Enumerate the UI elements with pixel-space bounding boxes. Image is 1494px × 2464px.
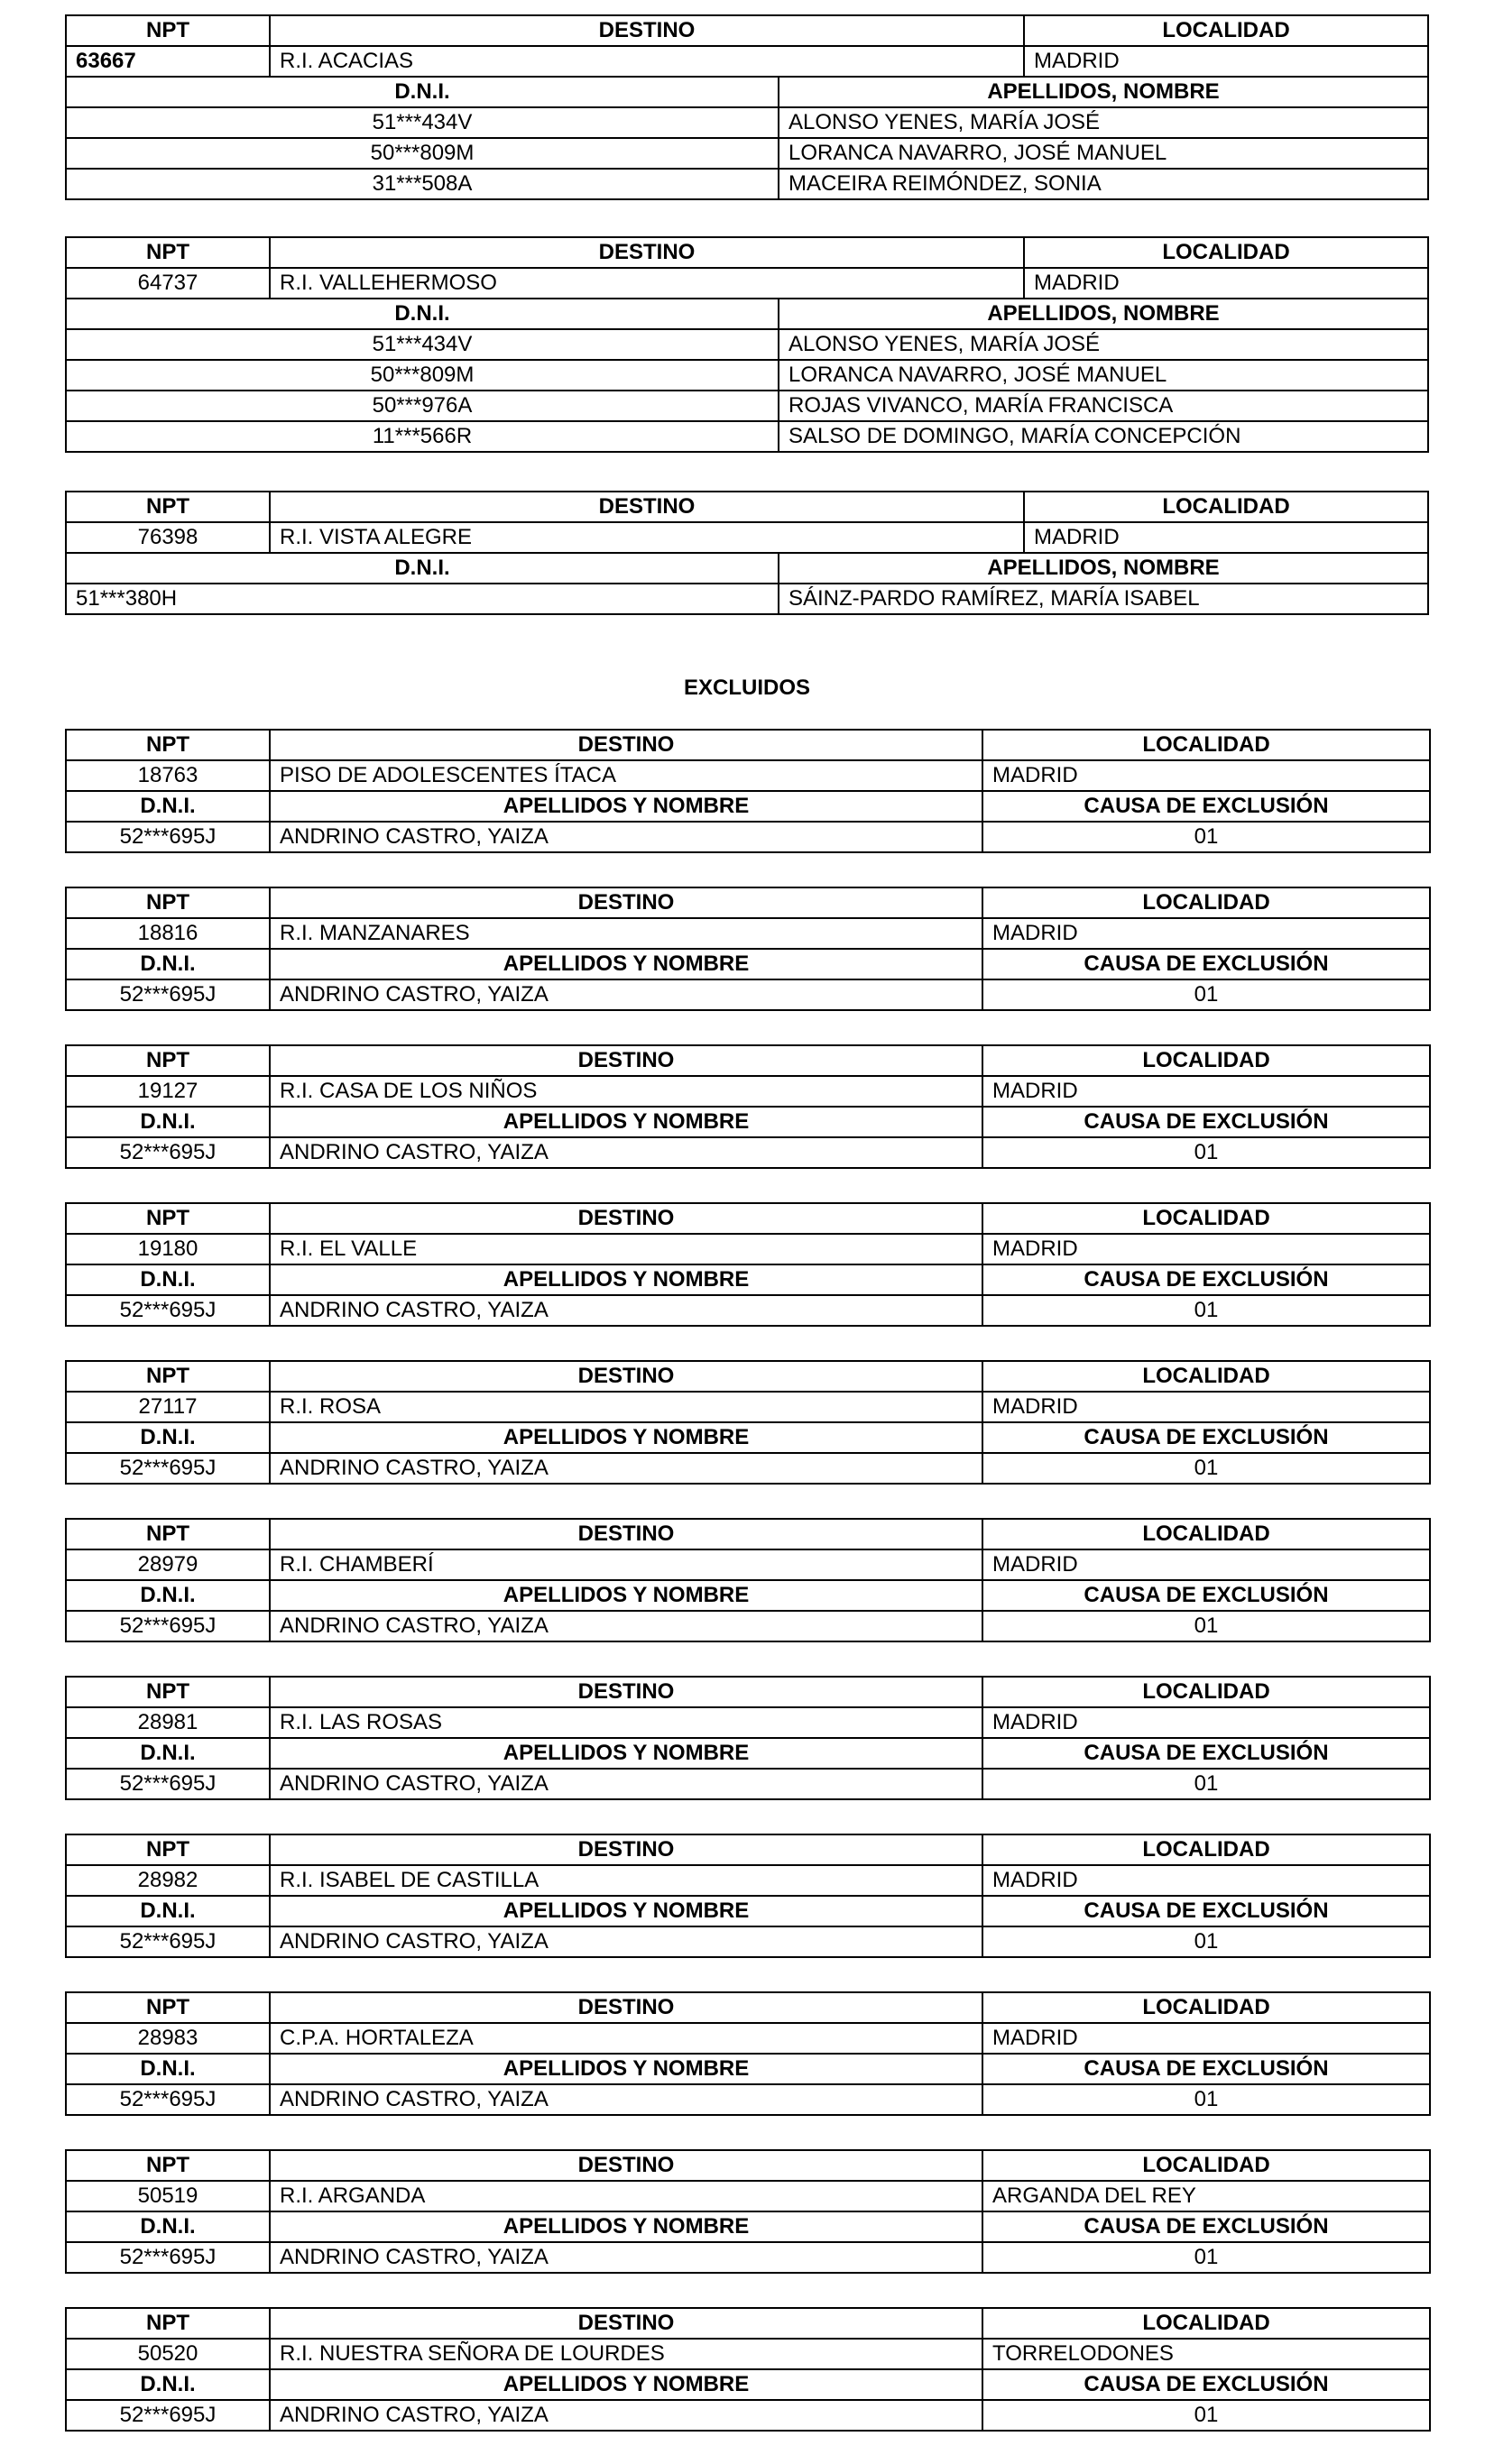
table-row <box>66 2339 1430 2369</box>
nombre-header: APELLIDOS, NOMBRE <box>779 77 1428 107</box>
table-header-row <box>66 15 1428 46</box>
destino-value: R.I. EL VALLE <box>270 1234 982 1264</box>
localidad-header: LOCALIDAD <box>1024 492 1428 522</box>
excluded-table <box>65 1676 1431 1800</box>
destino-value: R.I. CASA DE LOS NIÑOS <box>270 1076 982 1107</box>
causa-header: CAUSA DE EXCLUSIÓN <box>982 1580 1430 1611</box>
dni-value: 50***976A <box>66 391 779 421</box>
dni-value: 31***508A <box>66 169 779 199</box>
dni-value: 11***566R <box>66 421 779 452</box>
table-subheader-row <box>66 1107 1430 1137</box>
causa-value: 01 <box>982 1295 1430 1326</box>
table-header-row <box>66 1519 1430 1549</box>
localidad-header: LOCALIDAD <box>982 2308 1430 2339</box>
nombre-value: ANDRINO CASTRO, YAIZA <box>270 1295 982 1326</box>
table-subheader-row <box>66 2211 1430 2242</box>
nombre-value: ANDRINO CASTRO, YAIZA <box>270 979 982 1010</box>
localidad-value: MADRID <box>982 1549 1430 1580</box>
causa-value: 01 <box>982 2084 1430 2115</box>
nombre-value: ALONSO YENES, MARÍA JOSÉ <box>779 329 1428 360</box>
table-header-row <box>66 237 1428 268</box>
npt-header: NPT <box>66 237 270 268</box>
table-row <box>66 2242 1430 2273</box>
dni-header: D.N.I. <box>66 553 779 584</box>
causa-header: CAUSA DE EXCLUSIÓN <box>982 2369 1430 2400</box>
table-row <box>66 760 1430 791</box>
table-row <box>66 1611 1430 1641</box>
nombre-value: LORANCA NAVARRO, JOSÉ MANUEL <box>779 360 1428 391</box>
localidad-value: TORRELODONES <box>982 2339 1430 2369</box>
nombre-header: APELLIDOS Y NOMBRE <box>270 2054 982 2084</box>
npt-header: NPT <box>66 1203 270 1234</box>
causa-header: CAUSA DE EXCLUSIÓN <box>982 1896 1430 1926</box>
table-row <box>66 1769 1430 1799</box>
localidad-value: ARGANDA DEL REY <box>982 2181 1430 2211</box>
dni-header: D.N.I. <box>66 77 779 107</box>
admitted-table <box>65 14 1429 200</box>
excluded-table <box>65 729 1431 853</box>
nombre-value: ANDRINO CASTRO, YAIZA <box>270 1769 982 1799</box>
dni-value: 52***695J <box>66 1295 270 1326</box>
dni-value: 51***434V <box>66 107 779 138</box>
table-subheader-row <box>66 553 1428 584</box>
excluded-table <box>65 1518 1431 1642</box>
localidad-header: LOCALIDAD <box>982 1045 1430 1076</box>
nombre-header: APELLIDOS Y NOMBRE <box>270 1422 982 1453</box>
causa-header: CAUSA DE EXCLUSIÓN <box>982 2054 1430 2084</box>
causa-value: 01 <box>982 822 1430 852</box>
nombre-value: ANDRINO CASTRO, YAIZA <box>270 2242 982 2273</box>
table-header-row <box>66 2308 1430 2339</box>
nombre-value: SÁINZ-PARDO RAMÍREZ, MARÍA ISABEL <box>779 584 1428 614</box>
localidad-value: MADRID <box>982 918 1430 949</box>
nombre-header: APELLIDOS Y NOMBRE <box>270 2211 982 2242</box>
dni-header: D.N.I. <box>66 1738 270 1769</box>
nombre-header: APELLIDOS Y NOMBRE <box>270 791 982 822</box>
causa-header: CAUSA DE EXCLUSIÓN <box>982 1107 1430 1137</box>
nombre-header: APELLIDOS, NOMBRE <box>779 299 1428 329</box>
dni-value: 52***695J <box>66 1611 270 1641</box>
excluded-table <box>65 1044 1431 1169</box>
table-subheader-row <box>66 1896 1430 1926</box>
nombre-value: LORANCA NAVARRO, JOSÉ MANUEL <box>779 138 1428 169</box>
npt-header: NPT <box>66 1834 270 1865</box>
table-row <box>66 1707 1430 1738</box>
table-row <box>66 979 1430 1010</box>
destino-header: DESTINO <box>270 2150 982 2181</box>
excluded-table <box>65 2307 1431 2432</box>
npt-value: 19180 <box>66 1234 270 1264</box>
nombre-header: APELLIDOS Y NOMBRE <box>270 1107 982 1137</box>
table-row <box>66 329 1428 360</box>
destino-header: DESTINO <box>270 730 982 760</box>
npt-value: 28979 <box>66 1549 270 1580</box>
table-subheader-row <box>66 1264 1430 1295</box>
npt-header: NPT <box>66 2150 270 2181</box>
excluded-section-title: EXCLUIDOS <box>683 676 810 700</box>
npt-value: 28983 <box>66 2023 270 2054</box>
nombre-header: APELLIDOS Y NOMBRE <box>270 1580 982 1611</box>
npt-value: 27117 <box>66 1392 270 1422</box>
dni-value: 52***695J <box>66 1137 270 1168</box>
table-row <box>66 822 1430 852</box>
localidad-header: LOCALIDAD <box>982 1677 1430 1707</box>
dni-header: D.N.I. <box>66 2054 270 2084</box>
localidad-value: MADRID <box>982 760 1430 791</box>
destino-value: R.I. ACACIAS <box>270 46 1024 77</box>
localidad-header: LOCALIDAD <box>982 1992 1430 2023</box>
destino-header: DESTINO <box>270 1677 982 1707</box>
localidad-value: MADRID <box>1024 46 1428 77</box>
table-row <box>66 391 1428 421</box>
table-header-row <box>66 1992 1430 2023</box>
dni-value: 51***434V <box>66 329 779 360</box>
table-subheader-row <box>66 1422 1430 1453</box>
destino-header: DESTINO <box>270 1519 982 1549</box>
localidad-header: LOCALIDAD <box>982 730 1430 760</box>
destino-header: DESTINO <box>270 887 982 918</box>
destino-value: R.I. ROSA <box>270 1392 982 1422</box>
destino-value: PISO DE ADOLESCENTES ÍTACA <box>270 760 982 791</box>
destino-value: R.I. NUESTRA SEÑORA DE LOURDES <box>270 2339 982 2369</box>
nombre-value: SALSO DE DOMINGO, MARÍA CONCEPCIÓN <box>779 421 1428 452</box>
dni-value: 52***695J <box>66 1769 270 1799</box>
causa-value: 01 <box>982 1769 1430 1799</box>
npt-header: NPT <box>66 1361 270 1392</box>
excluded-table <box>65 1202 1431 1327</box>
nombre-value: ALONSO YENES, MARÍA JOSÉ <box>779 107 1428 138</box>
dni-header: D.N.I. <box>66 1580 270 1611</box>
table-row <box>66 2181 1430 2211</box>
causa-header: CAUSA DE EXCLUSIÓN <box>982 1264 1430 1295</box>
table-header-row <box>66 1203 1430 1234</box>
npt-header: NPT <box>66 1677 270 1707</box>
causa-value: 01 <box>982 1611 1430 1641</box>
npt-header: NPT <box>66 730 270 760</box>
table-header-row <box>66 730 1430 760</box>
nombre-header: APELLIDOS, NOMBRE <box>779 553 1428 584</box>
table-header-row <box>66 2150 1430 2181</box>
dni-header: D.N.I. <box>66 2211 270 2242</box>
nombre-value: MACEIRA REIMÓNDEZ, SONIA <box>779 169 1428 199</box>
causa-value: 01 <box>982 979 1430 1010</box>
dni-value: 52***695J <box>66 2084 270 2115</box>
table-row <box>66 169 1428 199</box>
destino-value: R.I. ARGANDA <box>270 2181 982 2211</box>
table-subheader-row <box>66 1580 1430 1611</box>
npt-value: 64737 <box>66 268 270 299</box>
npt-value: 50519 <box>66 2181 270 2211</box>
localidad-value: MADRID <box>982 1234 1430 1264</box>
table-row <box>66 1865 1430 1896</box>
npt-header: NPT <box>66 1992 270 2023</box>
nombre-value: ROJAS VIVANCO, MARÍA FRANCISCA <box>779 391 1428 421</box>
nombre-value: ANDRINO CASTRO, YAIZA <box>270 1137 982 1168</box>
table-header-row <box>66 1834 1430 1865</box>
localidad-value: MADRID <box>1024 522 1428 553</box>
table-row <box>66 1392 1430 1422</box>
localidad-value: MADRID <box>982 1076 1430 1107</box>
localidad-value: MADRID <box>982 1707 1430 1738</box>
table-subheader-row <box>66 2369 1430 2400</box>
causa-value: 01 <box>982 2400 1430 2431</box>
table-row <box>66 2023 1430 2054</box>
destino-value: R.I. ISABEL DE CASTILLA <box>270 1865 982 1896</box>
destino-header: DESTINO <box>270 1992 982 2023</box>
excluded-table <box>65 887 1431 1011</box>
npt-header: NPT <box>66 492 270 522</box>
nombre-header: APELLIDOS Y NOMBRE <box>270 2369 982 2400</box>
table-header-row <box>66 492 1428 522</box>
causa-value: 01 <box>982 1926 1430 1957</box>
table-row <box>66 1234 1430 1264</box>
dni-header: D.N.I. <box>66 2369 270 2400</box>
causa-header: CAUSA DE EXCLUSIÓN <box>982 791 1430 822</box>
npt-value: 28981 <box>66 1707 270 1738</box>
destino-header: DESTINO <box>270 237 1024 268</box>
localidad-header: LOCALIDAD <box>1024 15 1428 46</box>
table-row <box>66 1549 1430 1580</box>
destino-value: R.I. LAS ROSAS <box>270 1707 982 1738</box>
dni-value: 52***695J <box>66 1453 270 1484</box>
destino-value: R.I. VISTA ALEGRE <box>270 522 1024 553</box>
causa-value: 01 <box>982 2242 1430 2273</box>
excluded-table <box>65 1991 1431 2116</box>
table-subheader-row <box>66 299 1428 329</box>
dni-value: 52***695J <box>66 2242 270 2273</box>
npt-header: NPT <box>66 1519 270 1549</box>
npt-value: 18763 <box>66 760 270 791</box>
destino-value: R.I. CHAMBERÍ <box>270 1549 982 1580</box>
table-row <box>66 1137 1430 1168</box>
localidad-value: MADRID <box>982 1392 1430 1422</box>
excluded-table <box>65 1834 1431 1958</box>
nombre-value: ANDRINO CASTRO, YAIZA <box>270 2400 982 2431</box>
destino-header: DESTINO <box>270 492 1024 522</box>
localidad-header: LOCALIDAD <box>982 1361 1430 1392</box>
table-subheader-row <box>66 77 1428 107</box>
nombre-header: APELLIDOS Y NOMBRE <box>270 949 982 979</box>
destino-value: C.P.A. HORTALEZA <box>270 2023 982 2054</box>
table-header-row <box>66 1045 1430 1076</box>
dni-value: 50***809M <box>66 360 779 391</box>
destino-header: DESTINO <box>270 15 1024 46</box>
dni-value: 52***695J <box>66 979 270 1010</box>
dni-header: D.N.I. <box>66 1264 270 1295</box>
npt-value: 63667 <box>66 46 270 77</box>
table-row <box>66 1453 1430 1484</box>
table-header-row <box>66 887 1430 918</box>
localidad-value: MADRID <box>982 1865 1430 1896</box>
table-row <box>66 522 1428 553</box>
nombre-header: APELLIDOS Y NOMBRE <box>270 1738 982 1769</box>
table-row <box>66 107 1428 138</box>
localidad-header: LOCALIDAD <box>982 1203 1430 1234</box>
table-row <box>66 138 1428 169</box>
causa-header: CAUSA DE EXCLUSIÓN <box>982 1738 1430 1769</box>
nombre-header: APELLIDOS Y NOMBRE <box>270 1264 982 1295</box>
table-row <box>66 268 1428 299</box>
dni-header: D.N.I. <box>66 791 270 822</box>
dni-header: D.N.I. <box>66 1422 270 1453</box>
table-row <box>66 46 1428 77</box>
npt-value: 18816 <box>66 918 270 949</box>
localidad-header: LOCALIDAD <box>1024 237 1428 268</box>
causa-header: CAUSA DE EXCLUSIÓN <box>982 1422 1430 1453</box>
localidad-header: LOCALIDAD <box>982 1519 1430 1549</box>
table-subheader-row <box>66 2054 1430 2084</box>
nombre-value: ANDRINO CASTRO, YAIZA <box>270 2084 982 2115</box>
excluded-table <box>65 2149 1431 2274</box>
table-header-row <box>66 1677 1430 1707</box>
npt-header: NPT <box>66 2308 270 2339</box>
nombre-value: ANDRINO CASTRO, YAIZA <box>270 1453 982 1484</box>
causa-value: 01 <box>982 1137 1430 1168</box>
table-row <box>66 584 1428 614</box>
table-row <box>66 2084 1430 2115</box>
dni-value: 52***695J <box>66 1926 270 1957</box>
dni-value: 52***695J <box>66 822 270 852</box>
localidad-value: MADRID <box>1024 268 1428 299</box>
destino-header: DESTINO <box>270 1361 982 1392</box>
table-subheader-row <box>66 949 1430 979</box>
table-row <box>66 918 1430 949</box>
npt-value: 19127 <box>66 1076 270 1107</box>
nombre-header: APELLIDOS Y NOMBRE <box>270 1896 982 1926</box>
destino-value: R.I. MANZANARES <box>270 918 982 949</box>
dni-header: D.N.I. <box>66 949 270 979</box>
table-row <box>66 1926 1430 1957</box>
destino-header: DESTINO <box>270 1203 982 1234</box>
excluded-table <box>65 1360 1431 1485</box>
nombre-value: ANDRINO CASTRO, YAIZA <box>270 1926 982 1957</box>
nombre-value: ANDRINO CASTRO, YAIZA <box>270 822 982 852</box>
causa-header: CAUSA DE EXCLUSIÓN <box>982 949 1430 979</box>
npt-header: NPT <box>66 1045 270 1076</box>
dni-value: 52***695J <box>66 2400 270 2431</box>
destino-value: R.I. VALLEHERMOSO <box>270 268 1024 299</box>
admitted-table <box>65 236 1429 453</box>
localidad-value: MADRID <box>982 2023 1430 2054</box>
table-subheader-row <box>66 1738 1430 1769</box>
table-row <box>66 421 1428 452</box>
localidad-header: LOCALIDAD <box>982 1834 1430 1865</box>
npt-value: 76398 <box>66 522 270 553</box>
destino-header: DESTINO <box>270 1045 982 1076</box>
dni-header: D.N.I. <box>66 299 779 329</box>
destino-header: DESTINO <box>270 2308 982 2339</box>
dni-value: 51***380H <box>66 584 779 614</box>
table-row <box>66 2400 1430 2431</box>
npt-header: NPT <box>66 15 270 46</box>
dni-header: D.N.I. <box>66 1896 270 1926</box>
dni-value: 50***809M <box>66 138 779 169</box>
localidad-header: LOCALIDAD <box>982 887 1430 918</box>
table-row <box>66 1076 1430 1107</box>
causa-value: 01 <box>982 1453 1430 1484</box>
localidad-header: LOCALIDAD <box>982 2150 1430 2181</box>
table-row <box>66 1295 1430 1326</box>
npt-value: 28982 <box>66 1865 270 1896</box>
causa-header: CAUSA DE EXCLUSIÓN <box>982 2211 1430 2242</box>
npt-header: NPT <box>66 887 270 918</box>
table-row <box>66 360 1428 391</box>
destino-header: DESTINO <box>270 1834 982 1865</box>
table-subheader-row <box>66 791 1430 822</box>
npt-value: 50520 <box>66 2339 270 2369</box>
admitted-table <box>65 491 1429 615</box>
table-header-row <box>66 1361 1430 1392</box>
dni-header: D.N.I. <box>66 1107 270 1137</box>
nombre-value: ANDRINO CASTRO, YAIZA <box>270 1611 982 1641</box>
